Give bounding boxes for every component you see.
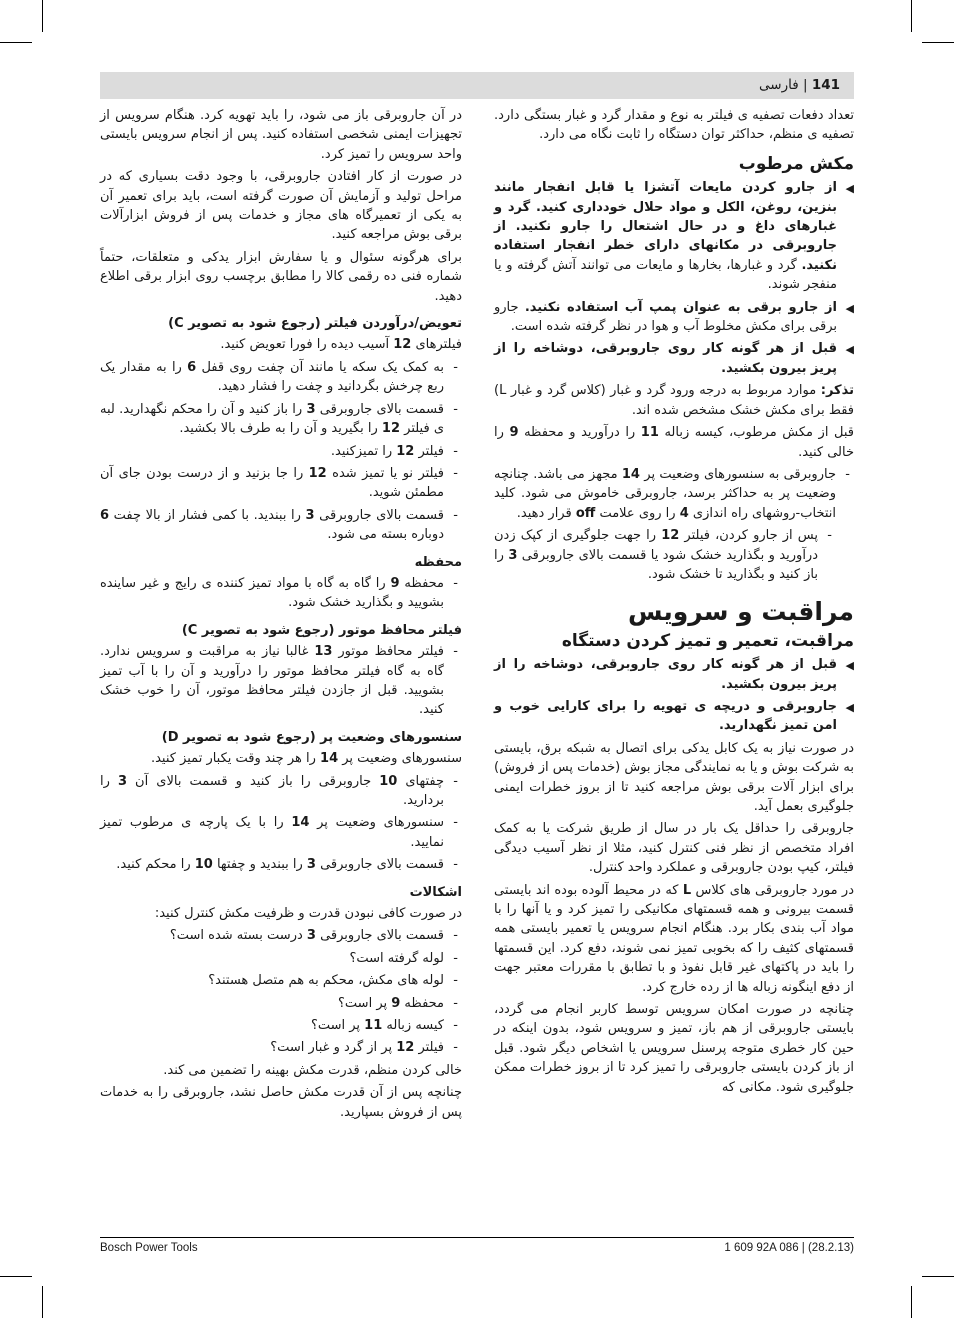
- dash-bullet: -: [453, 443, 458, 459]
- dash-bullet: -: [845, 466, 850, 482]
- warning-bold-text: از جارو کردن مایعات آتشزا یا قابل انفجار مانند بنزین، روغن، الکل و مواد حلال خودداری کنید. گرد و غبارهای داغ و در حال اشتعال را جارو نکنید. از جاروبرقی در مکانهای دارای خطر انفجار استفاده نکنید.: [494, 180, 837, 273]
- warning-text: گرد و غبارها، بخارها و مایعات می توانند آتش گرفته و یا منفجر شوند.: [494, 257, 837, 293]
- triangle-bullet-icon: ◀: [845, 343, 854, 357]
- body-paragraph: جاروبرقی را حداقل یک بار در سال از طریق شرکت یا به کمک افراد متخصص از نظر فنی کنترل کنید، مثلا از نظر آسیب دیدگی فیلتر، کیپ بودن جاروبرقی و عملکرد واحد کنترل.: [494, 821, 854, 876]
- body-paragraph: در صورت از کار افتادن جاروبرقی، با وجود دقت بسیاری که در مراحل تولید و آزمایش آن صورت گرفته است، باید برای تعمیر آن به یکی از تعمیرگاه های مجاز و خدمات پس از فروش ابزارآلات برقی بوش مراجعه کنید.: [100, 169, 462, 243]
- troubleshooting-heading: اشکالات: [409, 884, 462, 900]
- list-item: - سنسورهای وضعیت پر 14 را با یک پارچه ی مرطوب تمیز نمایید.: [100, 815, 458, 850]
- note-label: تذکر:: [820, 383, 854, 399]
- footer-rule: [100, 1237, 854, 1238]
- dash-bullet: -: [453, 465, 458, 481]
- care-subheading: مراقبت، تعمیر و تمیز کردن دستگاه: [561, 630, 854, 651]
- list-item: - فیلتر 12 پر از گرد و غبار است؟: [100, 1038, 462, 1057]
- footer-brand: Bosch Power Tools: [100, 1242, 198, 1254]
- page-number: 141: [811, 77, 840, 93]
- container-heading: محفظه: [414, 554, 462, 570]
- dash-bullet: -: [453, 401, 458, 417]
- dash-bullet: -: [453, 1040, 458, 1056]
- trouble-intro: در صورت کافی نبودن قدرت و ظرفیت مکش کنترل کنید:: [154, 906, 462, 922]
- warning-item: [494, 697, 854, 736]
- filter-intro: فیلترهای 12 آسیب دیده را فورا تعویض کنید.: [220, 337, 462, 353]
- warning-item: [494, 339, 854, 378]
- body-paragraph: در مورد جاروبرقی های کلاس L که در محیط آلوده بوده اند بایستی قسمت بیرونی و همه قسمتهای مکانیکی را تمیز کرد و یا آنها را با مواد آب بندی بکار برد. هنگام انجام سرویس یا تعمیر بایستی همه قسمتهای کثیف را که بخوبی تمیز نمی شوند، دفع کرد. این قسمتها را باید در پاکتهای غیر قابل نفوذ و با تطابق با مقررات معتبر جهت از دفع اینگونه زباله ها از رده خارج کرد.: [494, 882, 854, 995]
- page-header: [100, 72, 854, 99]
- list-item: - قسمت بالای جاروبرقی 3 را ببندید. با کمی فشار از بالا چفت 6 دوباره بسته می شود.: [100, 507, 458, 543]
- dash-bullet: -: [453, 995, 458, 1011]
- motor-filter-heading: فیلتر محافظ موتور (رجوع شود به تصویر C): [181, 622, 462, 638]
- list-item: - قسمت بالای جاروبرقی 3 را باز کنید و آن را محکم نگهدارید. لبه ی فیلتر 12 را بگیرید و آن را به طرف بالا بکشید.: [100, 401, 458, 437]
- triangle-bullet-icon: ◀: [845, 182, 854, 196]
- note-paragraph: [494, 381, 854, 420]
- dash-bullet: -: [453, 815, 458, 831]
- warning-item: [494, 178, 854, 294]
- list-item: - پس از جارو کردن، فیلتر 12 را جهت جلوگیری از کپک زدن درآورید و بگذارید خشک شود یا قسمت بالای جاروبرقی 3 را باز کنید و بگذارید تا خشک شود.: [494, 528, 832, 582]
- list-item: - لوله گرفته است؟: [100, 949, 462, 968]
- list-item: - لوله های مکش، محکم به هم متصل هستند؟: [100, 971, 462, 990]
- dash-bullet: -: [453, 507, 458, 523]
- filter-heading: تعویض/درآوردن فیلتر (رجوع شود به تصویر C): [168, 316, 462, 332]
- dash-bullet: -: [827, 528, 832, 544]
- body-paragraph: در آن جاروبرقی باز می شود، را باید تهویه کرد. هنگام سرویس از تجهیزات ایمنی شخصی استفاده کنید. پس از انجام سرویس بایستی واحد سرویس را تمیز کرد.: [100, 108, 462, 162]
- dash-bullet: -: [453, 973, 458, 989]
- list-item: - محفظه 9 را گاه به گاه با مواد تمیز کننده ی رایج و غیر ساینده بشویید و بگذارید خشک شود.: [100, 575, 458, 611]
- warning-bold-text: قبل از هر گونه کار روی جاروبرقی، دوشاخه را از پریز بیرون بکشید.: [494, 657, 837, 692]
- dash-bullet: -: [453, 857, 458, 873]
- dash-bullet: -: [453, 928, 458, 944]
- crop-mark: [42, 0, 43, 32]
- header-language: فارسی: [759, 77, 799, 93]
- crop-mark: [0, 42, 32, 43]
- list-item: - قسمت بالای جاروبرقی 3 را ببندید و چفتها 10 را محکم کنید.: [100, 855, 462, 874]
- dash-bullet: -: [453, 575, 458, 591]
- list-item: - به کمک یک سکه یا مانند آن چفت روی قفل 6 را به مقدار یک ربع چرخش بگردانید و چفت را فشار دهید.: [100, 359, 458, 395]
- dash-bullet: -: [453, 773, 458, 789]
- crop-mark: [922, 1276, 954, 1277]
- warning-bold-text: از جارو برقی به عنوان پمپ آب استفاده نکنید.: [524, 299, 837, 315]
- body-paragraph: چنانچه پس از آن قدرت مکش حاصل نشد، جاروبرقی را به خدمات پس از فروش بسپارید.: [100, 1085, 462, 1120]
- warning-item: [494, 655, 854, 694]
- body-paragraph: برای هرگونه سئوال و یا سفارش ابزار یدکی و متعلقات، حتماً شماره فنی ده رقمی کالا را مطابق برچسب روی ابزار برقی اطلاع دهید.: [100, 249, 462, 304]
- crop-mark: [911, 0, 912, 32]
- left-column: [100, 106, 462, 1125]
- list-item: - کیسه زباله 11 پر است؟: [100, 1016, 462, 1035]
- crop-mark: [911, 1286, 912, 1318]
- triangle-bullet-icon: ◀: [845, 659, 854, 673]
- warning-bold-text: جاروبرقی و دریچه ی تهویه را برای کارایی خوب و امن تمیز نگهدارید.: [494, 698, 837, 734]
- list-item: - جاروبرقی به سنسورهای وضعیت پر 14 مجهز می باشد. چنانچه وضعیت پر به حداکثر برسد، جاروبرقی خاموش می شود. کلید انتخاب-روشهای راه اندازی 4 را روی علامت off قرار دهید.: [494, 466, 850, 521]
- empty-container-paragraph: قبل از مکش مرطوب، کیسه زباله 11 را درآورید و محفظه 9 را خالی کنید.: [494, 425, 854, 460]
- triangle-bullet-icon: ◀: [845, 301, 854, 315]
- body-paragraph: چنانچه در صورت امکان سرویس توسط کاربر انجام می گردد، بایستی جاروبرقی از هم باز، تمیز و سرویس شود، بدون اینکه در حین کار خطری متوجه پرسنل سرویس یا اشخاص دیگر شود. قبل از باز کردن بایستی جاروبرقی را تمیز کرد تا از بروز خطرات ممکن جلوگیری شود. مکانی که: [494, 1002, 854, 1095]
- intro-paragraph: تعداد دفعات تصفیه ی فیلتر به نوع و مقدار گرد و غبار بستگی دارد. تصفیه ی منظم، حداکثر توان دستگاه را ثابت نگاه می دارد.: [494, 108, 854, 143]
- list-item: - فیلتر محافظ موتور 13 غالبا نیاز به مراقبت و سرویس ندارد. گاه به گاه فیلتر محافظ موتور را درآورید و آن را با آب تمیز بشویید. قبل از جازدن فیلتر محافظ موتور، آن را خوب خشک کنید.: [100, 644, 458, 718]
- dash-bullet: -: [453, 1018, 458, 1034]
- dash-bullet: -: [453, 359, 458, 375]
- warning-text: جارو برقی برای مکش مخلوط آب و هوا در نظر گرفته شده است.: [494, 299, 837, 335]
- list-item: - فیلتر نو یا تمیز شده 12 را جا بزنید و از درست بودن جای آن مطمئن شوید.: [100, 465, 458, 501]
- body-paragraph: در صورت نیاز به یک کابل یدکی برای اتصال به شبکه برق، بایستی به شرکت بوش و یا به نمایندگی مجاز بوش (خدمات پس از فروش) برای ابزار آلات برقی بوش مراجعه کنید تا از بروز خطرات ایمنی جلوگیری بعمل آید.: [494, 740, 854, 814]
- header-separator: |: [802, 77, 808, 93]
- footer-doc-number: 1 609 92A 086 | (28.2.13): [724, 1242, 854, 1254]
- list-item: - چفتهای 10 جاروبرقی را باز کنید و قسمت بالای آن 3 را بردارید.: [100, 773, 458, 808]
- note-text: موارد مربوط به درجه ورود گرد و غبار (کلاس گرد و غبار L) فقط برای مکش خشک مشخص شده اند.: [494, 383, 854, 418]
- sensor-heading: سنسورهای وضعیت پر (رجوع شود به تصویر D): [161, 729, 462, 745]
- list-item: - فیلتر 12 را تمیزکنید.: [100, 442, 462, 461]
- crop-mark: [42, 1286, 43, 1318]
- warning-item: [494, 298, 854, 337]
- crop-mark: [922, 42, 954, 43]
- sensor-intro: سنسورهای وضعیت پر 14 را هر چند وقت یکبار تمیز کنید.: [150, 751, 462, 767]
- body-paragraph: خالی کردن منظم، قدرت مکش بهینه را تضمین می کند.: [163, 1062, 462, 1078]
- dash-bullet: -: [453, 950, 458, 966]
- right-column: [494, 106, 854, 1100]
- triangle-bullet-icon: ◀: [845, 700, 854, 714]
- list-item: - محفظه 9 پر است؟: [100, 994, 462, 1013]
- care-service-title: مراقبت و سرویس: [628, 597, 854, 627]
- dash-bullet: -: [453, 644, 458, 660]
- page-number-label: [759, 77, 840, 93]
- list-item: - قسمت بالای جاروبرقی 3 درست بسته شده است؟: [100, 926, 462, 945]
- wet-suction-heading: مکش مرطوب: [738, 153, 854, 174]
- warning-bold-text: قبل از هر گونه کار روی جاروبرقی، دوشاخه را از پریز بیرون بکشید.: [494, 341, 837, 376]
- crop-mark: [0, 1276, 32, 1277]
